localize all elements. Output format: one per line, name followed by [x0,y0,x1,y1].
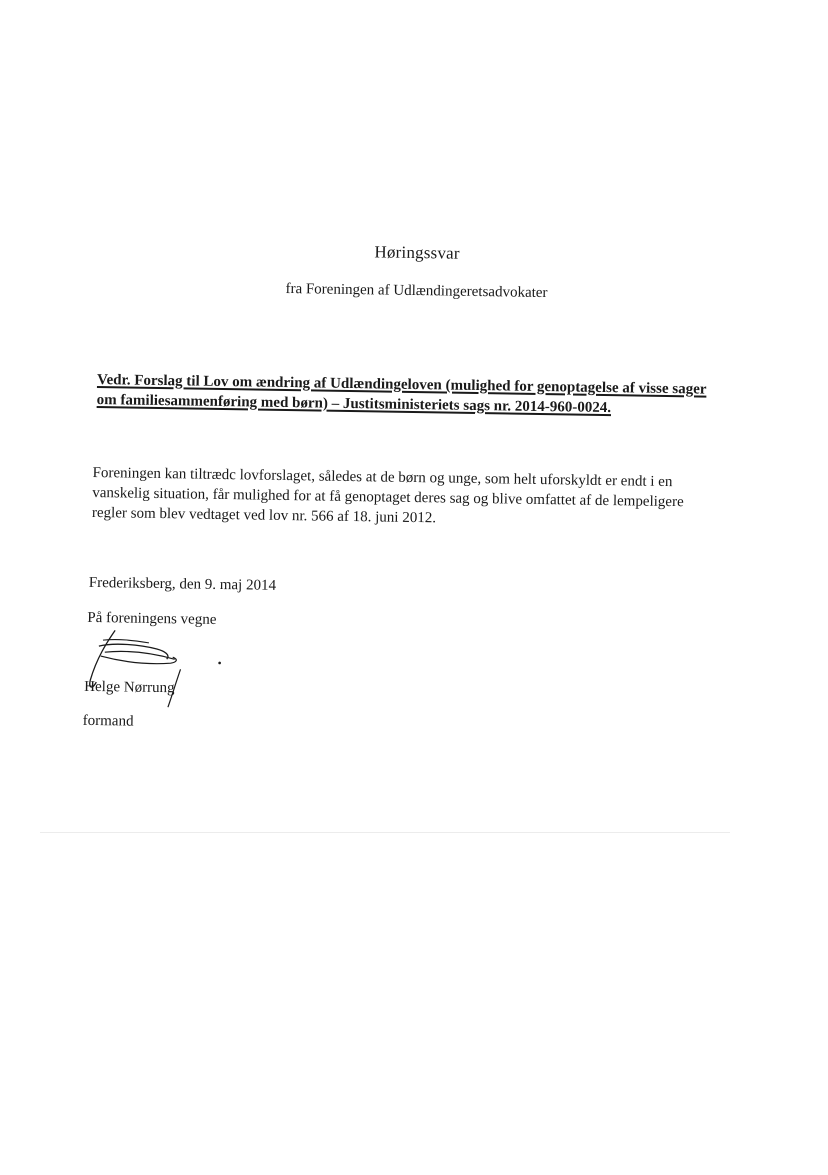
subject-line: Vedr. Forslag til Lov om ændring af Udlændingeloven (mulighed for genoptagelse af visse sager om familiesammenføring med børn) – Justitsministeriets sags nr. 2014-960-0024. [96,372,707,417]
on-behalf-text: På foreningens vegne [87,609,217,628]
body-paragraph: Foreningen kan tiltrædc lovforslaget, således at de børn og unge, som helt uforskyldt er endt i en vanskelig situation, får mulighed for at få genoptaget deres sag og blive omfattet af de lempeligere regler som blev vedtaget ved lov nr. 566 af 18. juni 2012. [91,464,684,527]
place-date: Frederiksberg, den 9. maj 2014 [88,574,277,594]
signer-name: Helge Nørrung [84,678,175,697]
document-subtitle: fra Foreningen af Udlændingeretsadvokater [285,280,548,302]
document-title: Høringssvar [374,242,460,263]
signer-role: formand [82,712,134,730]
handwritten-signature [84,628,225,710]
scan-artifact-line [40,832,730,833]
